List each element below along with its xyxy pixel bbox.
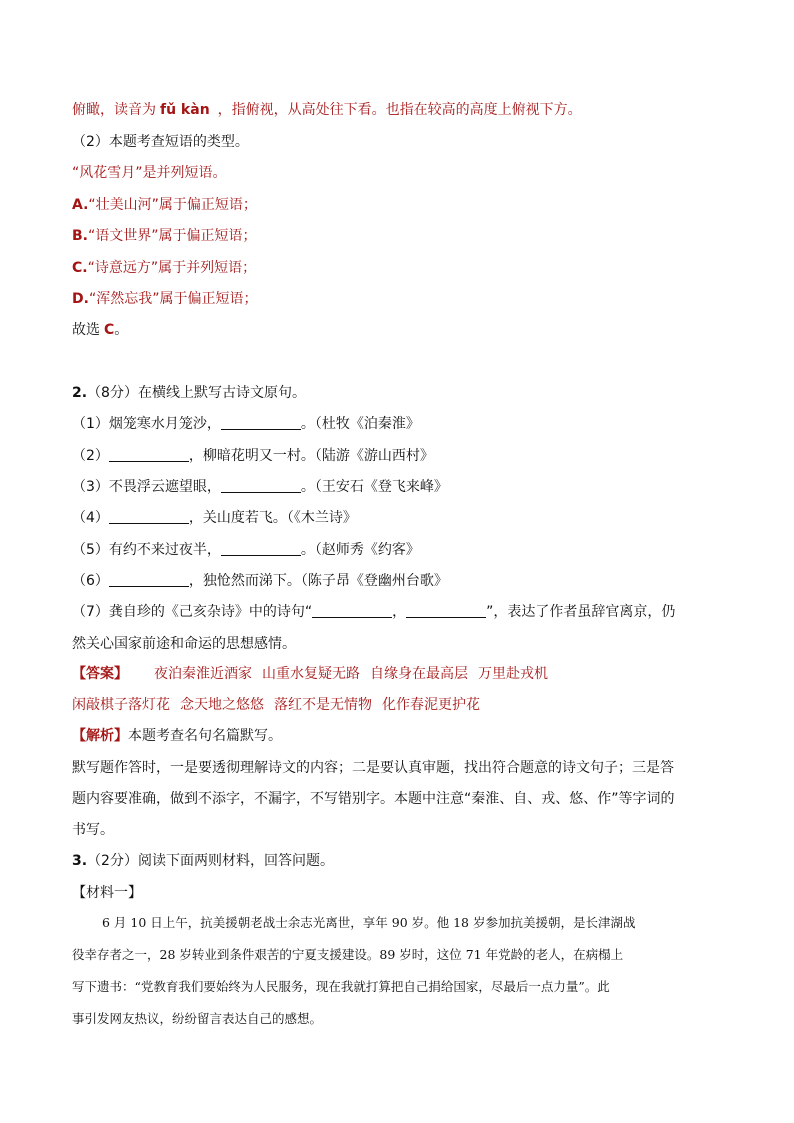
choose-line: 故选 C。 xyxy=(72,322,129,338)
definition-line: 俯瞰，读音为 fǔ kàn ，指俯视，从高处往下看。也指在较高的高度上俯视下方。 xyxy=(72,102,582,118)
answer-blank[interactable] xyxy=(109,572,189,587)
recite-item-3: （3）不畏浮云遮望眼， 。（王安石《登飞来峰》 xyxy=(72,479,448,495)
material-line: 写下遗书：“党教育我们要始终为人民服务，现在我就打算把自己捐给国家，尽最后一点力量”。此 xyxy=(72,979,610,994)
answer-line-2: 闲敲棋子落灯花 念天地之悠悠 落红不是无情物 化作春泥更护花 xyxy=(72,697,480,713)
option-b: B.“语文世界”属于偏正短语； xyxy=(72,228,257,244)
answer-blank[interactable] xyxy=(221,541,301,556)
recite-item-1: （1）烟笼寒水月笼沙， 。（杜牧《泊秦淮》 xyxy=(72,416,420,432)
material-one-text xyxy=(72,907,722,1035)
material-line: 6 月 10 日上午，抗美援朝老战士余志光离世，享年 90 岁。他 18 岁参加抗美援朝，是长津湖战 xyxy=(102,915,636,930)
answer-line-1: 【答案】 夜泊秦淮近酒家 山重水复疑无路 自缘身在最高层 万里赴戎机 xyxy=(72,666,548,682)
recite-item-7: （7）龚自珍的《己亥杂诗》中的诗句“ ， ”，表达了作者虽辞官离京，仍 xyxy=(72,604,676,620)
answer-blank[interactable] xyxy=(109,509,189,524)
answer-blank[interactable] xyxy=(312,603,392,618)
answer-blank[interactable] xyxy=(109,447,189,462)
recite-item-6: （6） ，独怆然而涕下。（陈子昂《登幽州台歌》 xyxy=(72,573,448,589)
material-label: 【材料一】 xyxy=(72,885,142,901)
question-3-header: 3.（2分）阅读下面两则材料，回答问题。 xyxy=(72,853,334,869)
phrase-note: “风花雪月”是并列短语。 xyxy=(72,165,227,181)
recite-item-2: （2） ，柳暗花明又一村。（陆游《游山西村》 xyxy=(72,448,434,464)
analysis-line-3: 书写。 xyxy=(72,822,114,838)
question-2-header: 2.（8分）在横线上默写古诗文原句。 xyxy=(72,385,306,401)
sub-question-2: （2）本题考查短语的类型。 xyxy=(72,134,249,150)
answer-blank[interactable] xyxy=(221,478,301,493)
option-c: C.“诗意远方”属于并列短语； xyxy=(72,260,257,276)
answer-blank[interactable] xyxy=(406,603,486,618)
option-a: A.“壮美山河”属于偏正短语； xyxy=(72,197,257,213)
answer-label: 【答案】 xyxy=(72,666,128,682)
analysis-header: 【解析】本题考查名句名篇默写。 xyxy=(72,728,282,744)
analysis-line-2: 题内容要准确，做到不添字，不漏字，不写错别字。本题中注意“秦淮、自、戎、悠、作”等字词的 xyxy=(72,791,675,807)
answer-blank[interactable] xyxy=(221,415,301,430)
analysis-label: 【解析】 xyxy=(72,728,128,744)
material-line: 事引发网友热议，纷纷留言表达自己的感想。 xyxy=(72,1011,323,1026)
recite-item-5: （5）有约不来过夜半， 。（赵师秀《约客》 xyxy=(72,542,420,558)
analysis-line-1: 默写题作答时，一是要透彻理解诗文的内容；二是要认真审题，找出符合题意的诗文句子；三是答 xyxy=(72,760,674,776)
recite-item-7-cont: 然关心国家前途和命运的思想感情。 xyxy=(72,636,296,652)
option-d: D.“浑然忘我”属于偏正短语； xyxy=(72,291,258,307)
pinyin: fǔ kàn xyxy=(160,102,210,118)
material-line: 役幸存者之一，28 岁转业到条件艰苦的宁夏支援建设。89 岁时，这位 71 年党龄的老人，在病榻上 xyxy=(72,947,624,962)
recite-item-4: （4） ，关山度若飞。（《木兰诗》 xyxy=(72,510,357,526)
